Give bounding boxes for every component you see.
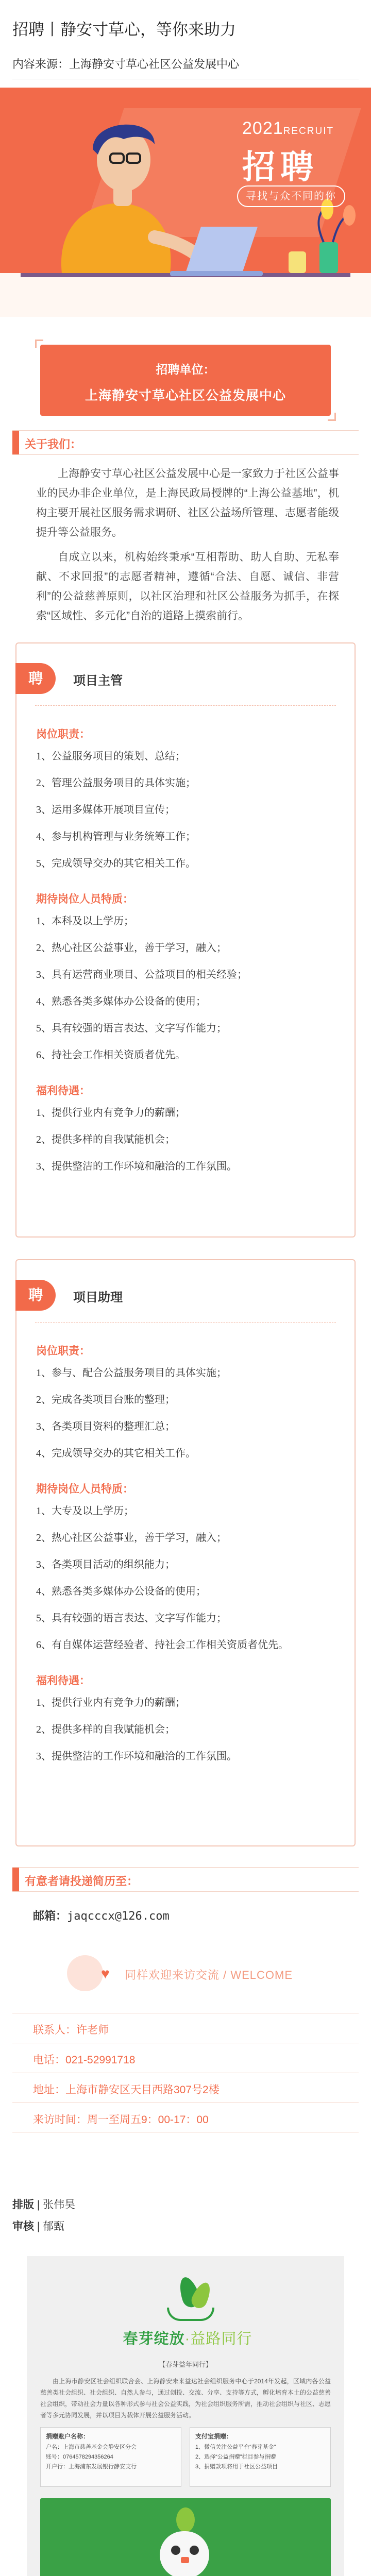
year-text: 2021 <box>242 118 283 139</box>
contact-row <box>12 2073 359 2103</box>
heading-marker <box>12 431 19 454</box>
corner-decoration <box>35 340 43 348</box>
duties-label: 岗位职责： <box>36 1345 90 1358</box>
welfare-list <box>36 1105 335 1174</box>
about-heading-text: 关于我们： <box>25 438 82 451</box>
box-line: 账号：0764578294356264 <box>46 2454 113 2461</box>
contact-row <box>12 2043 359 2073</box>
list-item: 3、各类项目活动的组织能力； <box>36 1559 175 1571</box>
about-heading <box>12 430 359 455</box>
email-address[interactable]: jaqcccx@126.com <box>67 1910 170 1923</box>
contact-phone[interactable]: 电话：021-52991718 <box>33 2054 136 2066</box>
resume-heading <box>12 1867 359 1892</box>
recruit-banner <box>0 88 371 317</box>
hire-badge: 聘 <box>15 1280 56 1311</box>
employer-name: 上海静安寸草心社区公益发展中心 <box>85 388 286 403</box>
list-item: 5、完成领导交办的其它相关工作。 <box>36 858 196 870</box>
donation-box-bank <box>40 2427 181 2487</box>
duties-list <box>36 1365 335 1461</box>
list-item: 1、参与、配合公益服务项目的具体实施； <box>36 1367 227 1379</box>
requirements-label: 期待岗位人员特质： <box>36 1483 133 1496</box>
logo-separator: · <box>184 2331 191 2348</box>
job-card-manager <box>15 642 356 1238</box>
duties-list <box>36 749 335 871</box>
box-title: 捐赠账户名称： <box>46 2433 90 2441</box>
logo-sub: 益路同行 <box>190 2331 252 2348</box>
decorative-blob <box>67 1955 103 1991</box>
box-line: 户名：上海市慈善基金会静安区分会 <box>46 2444 137 2451</box>
banner-headline: 招聘 <box>242 148 318 186</box>
heading-marker <box>12 1868 19 1891</box>
job-title: 项目助理 <box>73 1291 123 1305</box>
job-title: 项目主管 <box>73 674 123 688</box>
contact-address: 地址：上海市静安区天目西路307号2楼 <box>33 2084 220 2096</box>
email-label: 邮箱： <box>33 1909 68 1923</box>
hire-badge: 聘 <box>15 663 56 694</box>
footer-intro: 由上海市静安区社会组织联合会、上海静安未来益达社会组织服务中心于2014年发起，区域内各公益慈善类社会组织、社会组织、自然人参与，通过创投、交流、分享、支持等方式，孵化培育本土的公益慈善社会组织，带动社会力量以各种形式参与社会公益实践，为社会组织服务所需，推动社会组织与社区、志愿者等多元协同发展，并以项目为载体开展公益服务活动。 <box>40 2378 331 2419</box>
contact-hours: 来访时间：周一至周五9：00-17：00 <box>33 2114 209 2126</box>
layout-credit: 排版 | 张伟昊 <box>12 2199 76 2211</box>
list-item: 3、具有运营商业项目、公益项目的相关经验； <box>36 969 247 981</box>
resume-heading-text: 有意者请投递简历至： <box>25 1875 139 1888</box>
employer-box <box>40 345 331 416</box>
banner-year <box>242 118 334 139</box>
logo-text <box>121 2327 255 2348</box>
requirements-list <box>36 1503 335 1653</box>
logo-main: 春芽绽放 <box>123 2331 185 2348</box>
list-item: 1、本科及以上学历； <box>36 916 134 927</box>
contact-row <box>12 2103 359 2132</box>
article-header <box>0 0 371 45</box>
box-line: 3、捐赠款项将用于社区公益项目 <box>195 2464 278 2470</box>
about-paragraph-2: 自成立以来，机构始终秉承“互相帮助、助人自助、无私奉献、不求回报”的志愿者精神，遵循“合法、自愿、诚信、非营利”的公益慈善原则，以社区治理和社区公益服务为抓手，在探索“区域性、多元化”自治的道路上摸索前行。 <box>36 551 339 622</box>
list-item: 4、熟悉各类多媒体办公设备的使用； <box>36 996 206 1008</box>
job-content <box>16 643 355 1214</box>
article-title: 招聘丨静安寸草心，等你来助力 <box>12 21 236 39</box>
welfare-label: 福利待遇： <box>36 1085 90 1097</box>
list-item: 2、管理公益服务项目的具体实施； <box>36 777 196 789</box>
content-source: 内容来源：上海静安寸草心社区公益发展中心 <box>12 58 240 71</box>
contact-info <box>12 2013 359 2132</box>
footer-panel <box>27 2256 344 2576</box>
contact-row <box>12 2013 359 2043</box>
heart-icon: ♥ <box>101 1965 110 1982</box>
requirements-label: 期待岗位人员特质： <box>36 893 133 906</box>
list-item: 1、提供行业内有竞争力的薪酬； <box>36 1697 185 1709</box>
layout-name: 张伟昊 <box>43 2199 76 2211</box>
sprout-shape <box>176 2507 195 2532</box>
recruit-en: RECRUIT <box>283 126 334 137</box>
duties-label: 岗位职责： <box>36 728 90 741</box>
list-item: 2、完成各类项目台账的整理； <box>36 1394 175 1406</box>
list-item: 2、提供多样的自我赋能机会； <box>36 1134 175 1146</box>
footer-tagline: 【春芽益年同行】 <box>158 2361 212 2369</box>
beak-shape <box>181 2557 189 2563</box>
resume-email-line <box>12 1907 359 1923</box>
contact-person: 联系人：许老师 <box>33 2024 109 2037</box>
welfare-list <box>36 1695 335 1764</box>
corner-decoration <box>328 413 336 421</box>
list-item: 5、具有较强的语言表达、文字写作能力； <box>36 1023 227 1035</box>
list-item: 1、提供行业内有竞争力的薪酬； <box>36 1107 185 1119</box>
box-line: 2、选择“公益捐赠”栏目参与捐赠 <box>195 2454 276 2461</box>
list-item: 3、提供整洁的工作环境和融洽的工作氛围。 <box>36 1161 237 1173</box>
job-card-assistant <box>15 1259 356 1846</box>
banner-slogan-pill: 寻找与众不同的你 <box>237 185 345 207</box>
list-item: 6、有自媒体运营经验者、持社会工作相关资质者优先。 <box>36 1639 289 1651</box>
requirements-list <box>36 913 335 1063</box>
sprout-logo <box>123 2276 252 2353</box>
divider <box>35 1322 336 1323</box>
box-line: 1、微信关注公益平台“春芽基金” <box>195 2444 276 2451</box>
list-item: 5、具有较强的语言表达、文字写作能力； <box>36 1613 227 1624</box>
list-item: 1、大专及以上学历； <box>36 1505 134 1517</box>
list-item: 4、完成领导交办的其它相关工作。 <box>36 1448 196 1460</box>
list-item: 3、各类项目资料的整理汇总； <box>36 1421 175 1433</box>
box-title: 支付宝捐赠： <box>195 2433 233 2441</box>
divider <box>35 705 336 706</box>
review-label: 审核 <box>12 2221 34 2233</box>
donation-boxes <box>40 2427 331 2487</box>
list-item: 4、参与机构管理与业务统筹工作； <box>36 831 196 843</box>
welcome-text: 同样欢迎来访交流 / WELCOME <box>125 1969 293 1982</box>
welfare-label: 福利待遇： <box>36 1675 90 1687</box>
list-item: 2、热心社区公益事业，善于学习，融入； <box>36 942 227 954</box>
box-line: 开户行：上海浦东发展银行静安支行 <box>46 2464 137 2470</box>
mascot-bird-icon <box>148 2507 221 2576</box>
employer-label: 招聘单位： <box>156 363 215 377</box>
review-name: 郁甄 <box>43 2221 65 2233</box>
list-item: 2、热心社区公益事业，善于学习，融入； <box>36 1532 227 1544</box>
donation-box-online <box>190 2427 331 2487</box>
list-item: 6、持社会工作相关资质者优先。 <box>36 1049 185 1061</box>
list-item: 3、运用多媒体开展项目宣传； <box>36 804 175 816</box>
about-paragraph-1: 上海静安寸草心社区公益发展中心是一家致力于社区公益事业的民办非企业单位，是上海民政局授牌的“上海公益基地”，机构主要开展社区服务需求调研、社区公益场所管理、志愿者能级提升等公益服务。 <box>36 468 339 539</box>
bowl-shape <box>167 2308 214 2321</box>
list-item: 1、公益服务项目的策划、总结； <box>36 751 185 762</box>
bird-body <box>160 2531 209 2576</box>
welcome-banner <box>52 1955 319 1991</box>
list-item: 3、提供整洁的工作环境和融洽的工作氛围。 <box>36 1751 237 1762</box>
list-item: 4、熟悉各类多媒体办公设备的使用； <box>36 1586 206 1598</box>
credits <box>12 2194 359 2238</box>
job-content <box>16 1260 355 1804</box>
review-credit: 审核 | 郁甄 <box>12 2221 65 2233</box>
list-item: 2、提供多样的自我赋能机会； <box>36 1724 175 1736</box>
federation-card <box>40 2498 331 2576</box>
layout-label: 排版 <box>12 2199 34 2211</box>
